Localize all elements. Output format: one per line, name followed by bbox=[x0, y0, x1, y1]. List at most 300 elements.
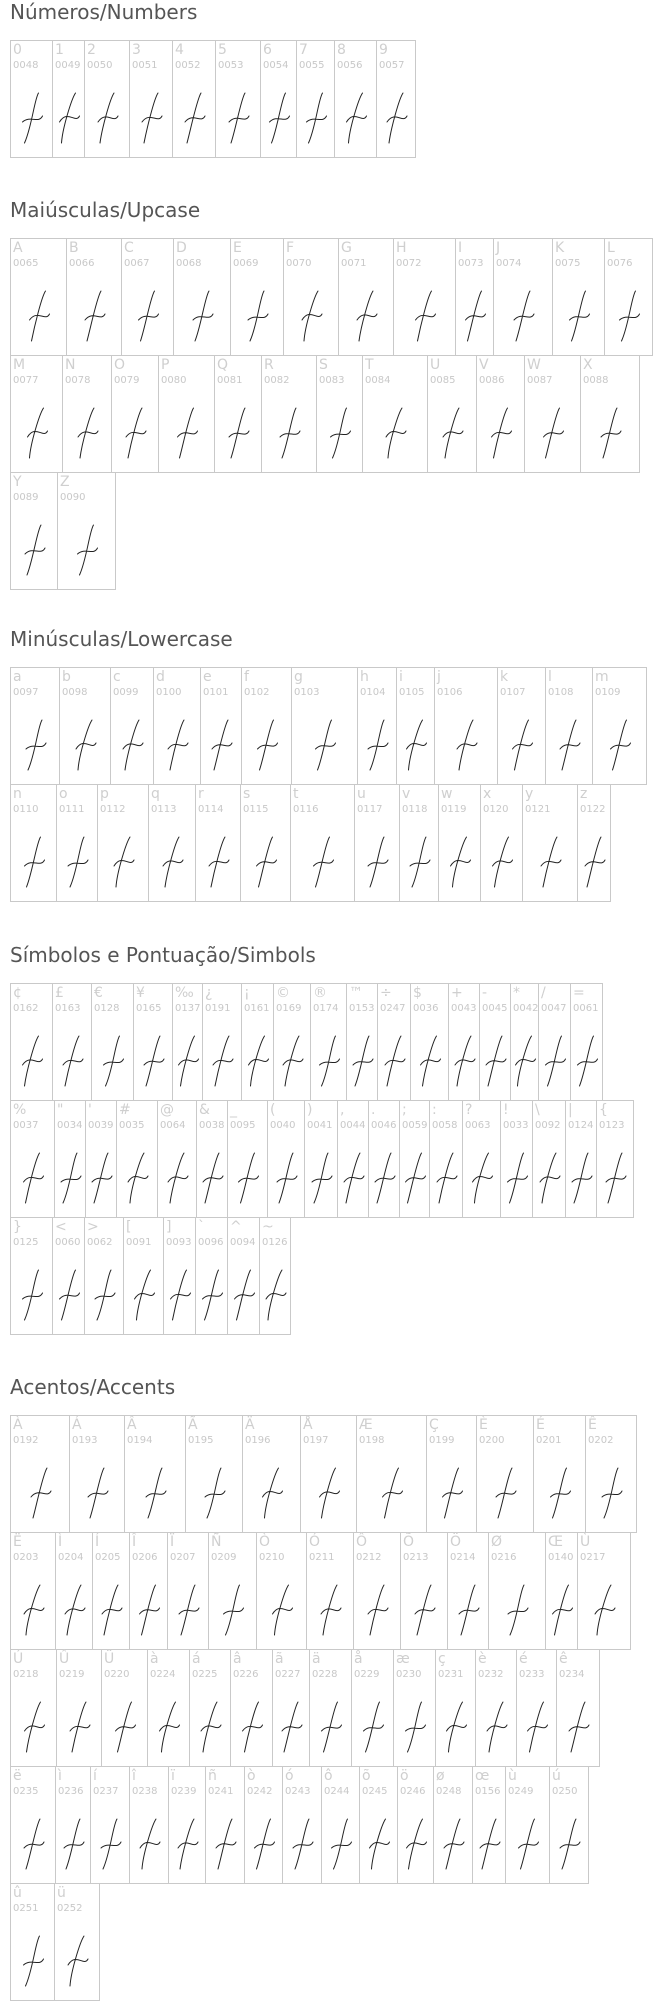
glyph-code: 0162 bbox=[13, 1003, 39, 1014]
glyph-character: z bbox=[580, 786, 588, 802]
glyph-sample bbox=[117, 1141, 159, 1215]
glyph-sample bbox=[494, 279, 554, 353]
glyph-character: k bbox=[500, 669, 509, 685]
glyph-code: 0191 bbox=[205, 1003, 231, 1014]
glyph-sample bbox=[511, 1024, 540, 1098]
glyph-cell bbox=[195, 1217, 228, 1335]
glyph-character: U bbox=[430, 357, 441, 373]
glyph-cell bbox=[377, 983, 411, 1101]
glyph-cell bbox=[427, 355, 477, 473]
glyph-character: 6 bbox=[263, 42, 272, 58]
glyph-stroke bbox=[283, 1036, 303, 1086]
glyph-character: f bbox=[244, 669, 249, 685]
glyph-cell bbox=[510, 983, 539, 1101]
glyph-stroke bbox=[229, 93, 249, 143]
glyph-stroke bbox=[70, 1702, 90, 1752]
glyph-stroke bbox=[410, 837, 430, 887]
glyph-code: 0124 bbox=[568, 1120, 594, 1131]
glyph-code: 0098 bbox=[62, 687, 88, 698]
glyph-character: Ø bbox=[491, 1534, 503, 1550]
glyph-code: 0038 bbox=[199, 1120, 225, 1131]
glyph-sample bbox=[401, 1573, 449, 1647]
glyph-stroke bbox=[144, 1036, 164, 1086]
glyph-code: 0236 bbox=[58, 1786, 84, 1797]
glyph-character: d bbox=[156, 669, 165, 685]
glyph-cell bbox=[101, 1649, 148, 1767]
glyph-character: t bbox=[293, 786, 299, 802]
glyph-cell bbox=[476, 355, 525, 473]
glyph-cell bbox=[241, 983, 274, 1101]
glyph-cell bbox=[153, 667, 201, 785]
glyph-sample bbox=[477, 1456, 535, 1530]
glyph-character: ¿ bbox=[205, 985, 213, 1001]
glyph-character: J bbox=[496, 240, 501, 256]
glyph-character: Q bbox=[217, 357, 229, 373]
glyph-cell bbox=[167, 1532, 209, 1650]
glyph-character: Ì bbox=[58, 1534, 63, 1550]
glyph-stroke bbox=[486, 1036, 506, 1086]
glyph-stroke bbox=[386, 408, 406, 458]
glyph-stroke bbox=[114, 837, 134, 887]
glyph-stroke bbox=[321, 1585, 341, 1635]
glyph-character: D bbox=[176, 240, 187, 256]
glyph-cell bbox=[580, 355, 640, 473]
glyph-character: ã bbox=[275, 1651, 284, 1667]
glyph-cell bbox=[157, 1100, 197, 1218]
glyph-cell bbox=[10, 1883, 55, 2001]
glyph-sample bbox=[283, 1807, 323, 1881]
glyph-stroke bbox=[185, 93, 205, 143]
glyph-stroke bbox=[487, 1702, 507, 1752]
glyph-sample bbox=[605, 279, 654, 353]
glyph-character: H bbox=[396, 240, 407, 256]
glyph-cell bbox=[585, 1415, 637, 1533]
glyph-stroke bbox=[620, 291, 640, 341]
glyph-sample bbox=[242, 1024, 275, 1098]
glyph-code: 0081 bbox=[217, 375, 243, 386]
glyph-cell bbox=[92, 1532, 130, 1650]
glyph-character: ä bbox=[312, 1651, 321, 1667]
glyph-stroke bbox=[466, 291, 486, 341]
glyph-cell bbox=[147, 1649, 190, 1767]
glyph-cell bbox=[300, 1415, 357, 1533]
glyph-grid bbox=[10, 983, 661, 1334]
glyph-cell bbox=[505, 1766, 550, 1884]
glyph-character: | bbox=[568, 1102, 573, 1118]
glyph-cell bbox=[472, 1766, 506, 1884]
glyph-cell bbox=[52, 1217, 85, 1335]
glyph-stroke bbox=[201, 1702, 221, 1752]
glyph-cell bbox=[290, 784, 355, 902]
glyph-cell bbox=[399, 1100, 430, 1218]
glyph-sample bbox=[98, 825, 150, 899]
glyph-cell bbox=[488, 1532, 546, 1650]
glyph-stroke bbox=[60, 93, 80, 143]
glyph-code: 0153 bbox=[349, 1003, 375, 1014]
glyph-stroke bbox=[98, 93, 118, 143]
glyph-cell bbox=[84, 40, 130, 158]
glyph-code: 0243 bbox=[285, 1786, 311, 1797]
glyph-cell bbox=[338, 238, 394, 356]
glyph-code: 0233 bbox=[519, 1669, 545, 1680]
glyph-code: 0097 bbox=[13, 687, 39, 698]
glyph-stroke bbox=[249, 1036, 269, 1086]
glyph-cell bbox=[310, 983, 347, 1101]
glyph-cell bbox=[163, 1217, 196, 1335]
glyph-stroke bbox=[23, 1270, 43, 1320]
glyph-character: Ü bbox=[104, 1651, 115, 1667]
glyph-character: = bbox=[573, 985, 585, 1001]
glyph-code: 0122 bbox=[580, 804, 606, 815]
glyph-cell bbox=[256, 1532, 307, 1650]
glyph-stroke bbox=[25, 1702, 45, 1752]
glyph-cell bbox=[480, 784, 523, 902]
glyph-sample bbox=[56, 1807, 92, 1881]
glyph-character: ö bbox=[400, 1768, 409, 1784]
glyph-sample bbox=[261, 81, 298, 155]
glyph-character: F bbox=[286, 240, 295, 256]
glyph-cell bbox=[476, 1415, 534, 1533]
glyph-code: 0217 bbox=[580, 1552, 606, 1563]
glyph-cell bbox=[316, 355, 363, 473]
glyph-sample bbox=[400, 825, 440, 899]
glyph-sample bbox=[11, 708, 61, 782]
glyph-stroke bbox=[601, 408, 621, 458]
glyph-stroke bbox=[243, 1702, 263, 1752]
glyph-stroke bbox=[492, 408, 512, 458]
glyph-character: ` bbox=[198, 1219, 205, 1235]
glyph-cell bbox=[90, 1766, 130, 1884]
glyph-cell bbox=[533, 1415, 586, 1533]
glyph-cell bbox=[304, 1100, 338, 1218]
glyph-stroke bbox=[519, 1819, 539, 1869]
glyph-cell bbox=[334, 40, 377, 158]
glyph-character: ù bbox=[508, 1768, 517, 1784]
glyph-code: 0034 bbox=[57, 1120, 83, 1131]
glyph-stroke bbox=[277, 1153, 297, 1203]
glyph-grid bbox=[10, 1415, 661, 2000]
glyph-character: ï bbox=[171, 1768, 175, 1784]
glyph-stroke bbox=[407, 1819, 427, 1869]
glyph-code: 0041 bbox=[307, 1120, 333, 1131]
glyph-character: T bbox=[365, 357, 374, 373]
glyph-code: 0048 bbox=[13, 60, 39, 71]
glyph-code: 0249 bbox=[508, 1786, 534, 1797]
glyph-code: 0063 bbox=[465, 1120, 491, 1131]
glyph-sample bbox=[85, 1258, 125, 1332]
glyph-stroke bbox=[76, 720, 96, 770]
glyph-cell bbox=[55, 1766, 91, 1884]
glyph-cell bbox=[448, 983, 480, 1101]
glyph-cell bbox=[10, 1532, 56, 1650]
glyph-character: + bbox=[451, 985, 463, 1001]
glyph-stroke bbox=[116, 1702, 136, 1752]
glyph-character: 9 bbox=[379, 42, 388, 58]
glyph-sample bbox=[434, 1807, 474, 1881]
glyph-code: 0094 bbox=[230, 1237, 256, 1248]
glyph-code: 0242 bbox=[247, 1786, 273, 1797]
glyph-stroke bbox=[553, 1585, 573, 1635]
glyph-cell bbox=[291, 667, 358, 785]
glyph-character: n bbox=[13, 786, 22, 802]
glyph-sample bbox=[517, 1690, 558, 1764]
glyph-code: 0206 bbox=[132, 1552, 158, 1563]
glyph-character: u bbox=[357, 786, 366, 802]
glyph-stroke bbox=[368, 837, 388, 887]
glyph-cell bbox=[556, 1649, 600, 1767]
glyph-sample bbox=[311, 1024, 348, 1098]
glyph-sample bbox=[597, 1141, 635, 1215]
glyph-sample bbox=[11, 1141, 56, 1215]
glyph-code: 0212 bbox=[356, 1552, 382, 1563]
glyph-sample bbox=[310, 1690, 353, 1764]
glyph-character: C bbox=[124, 240, 134, 256]
glyph-code: 0052 bbox=[175, 60, 201, 71]
glyph-sample bbox=[111, 708, 155, 782]
glyph-cell bbox=[493, 238, 553, 356]
glyph-sample bbox=[305, 1141, 339, 1215]
glyph-cell bbox=[10, 1100, 55, 1218]
glyph-stroke bbox=[203, 1270, 223, 1320]
glyph-sample bbox=[335, 81, 378, 155]
glyph-character: Ç bbox=[429, 1417, 439, 1433]
glyph-cell bbox=[272, 1649, 310, 1767]
glyph-stroke bbox=[451, 837, 471, 887]
glyph-stroke bbox=[168, 720, 188, 770]
glyph-character: Å bbox=[303, 1417, 313, 1433]
glyph-sample bbox=[86, 1141, 118, 1215]
glyph-character: Ú bbox=[13, 1651, 24, 1667]
glyph-code: 0062 bbox=[87, 1237, 113, 1248]
glyph-stroke bbox=[540, 1153, 560, 1203]
glyph-code: 0075 bbox=[555, 258, 581, 269]
glyph-stroke bbox=[146, 1468, 166, 1518]
glyph-code: 0218 bbox=[13, 1669, 39, 1680]
glyph-code: 0117 bbox=[357, 804, 383, 815]
glyph-character: \ bbox=[535, 1102, 540, 1118]
glyph-character: â bbox=[233, 1651, 242, 1667]
glyph-sample bbox=[463, 1141, 502, 1215]
glyph-character: £ bbox=[55, 985, 64, 1001]
glyph-sample bbox=[174, 279, 232, 353]
glyph-stroke bbox=[416, 291, 436, 341]
glyph-character: Ù bbox=[580, 1534, 591, 1550]
glyph-code: 0079 bbox=[114, 375, 140, 386]
glyph-cell bbox=[368, 1100, 400, 1218]
glyph-cell bbox=[309, 1649, 352, 1767]
glyph-sample bbox=[11, 513, 59, 587]
glyph-cell bbox=[522, 784, 578, 902]
glyph-sample bbox=[201, 708, 243, 782]
glyph-code: 0080 bbox=[161, 375, 187, 386]
glyph-code: 0107 bbox=[500, 687, 526, 698]
glyph-character: o bbox=[59, 786, 68, 802]
glyph-cell bbox=[66, 238, 122, 356]
glyph-cell bbox=[362, 355, 428, 473]
glyph-cell bbox=[69, 1415, 125, 1533]
glyph-code: 0251 bbox=[13, 1903, 39, 1914]
section-numbers bbox=[10, 0, 415, 157]
glyph-sample bbox=[284, 279, 340, 353]
glyph-cell bbox=[426, 1415, 477, 1533]
glyph-sample bbox=[268, 1141, 306, 1215]
glyph-character: Ä bbox=[245, 1417, 255, 1433]
glyph-code: 0245 bbox=[362, 1786, 388, 1797]
section-lowercase bbox=[10, 627, 661, 901]
glyph-character: à bbox=[150, 1651, 159, 1667]
glyph-code: 0252 bbox=[57, 1903, 83, 1914]
glyph-sample bbox=[92, 1024, 135, 1098]
glyph-sample bbox=[347, 1024, 379, 1098]
glyph-character: g bbox=[294, 669, 303, 685]
glyph-cell bbox=[173, 238, 231, 356]
glyph-code: 0108 bbox=[548, 687, 574, 698]
glyph-cell bbox=[123, 1217, 164, 1335]
glyph-cell bbox=[577, 1532, 631, 1650]
section-title: Minúsculas/Lowercase bbox=[10, 627, 233, 651]
glyph-code: 0165 bbox=[136, 1003, 162, 1014]
glyph-cell bbox=[227, 1100, 268, 1218]
glyph-cell bbox=[116, 1100, 158, 1218]
glyph-character: ñ bbox=[208, 1768, 217, 1784]
glyph-character: y bbox=[525, 786, 534, 802]
glyph-stroke bbox=[229, 408, 249, 458]
glyph-sample bbox=[124, 1258, 165, 1332]
glyph-cell bbox=[351, 1649, 394, 1767]
glyph-code: 0054 bbox=[263, 60, 289, 71]
glyph-stroke bbox=[595, 1585, 615, 1635]
glyph-stroke bbox=[332, 1819, 352, 1869]
glyph-sample bbox=[550, 1807, 590, 1881]
glyph-code: 0213 bbox=[403, 1552, 429, 1563]
glyph-code: 0056 bbox=[337, 60, 363, 71]
glyph-code: 0198 bbox=[359, 1435, 385, 1446]
glyph-code: 0203 bbox=[13, 1552, 39, 1563]
glyph-stroke bbox=[551, 1468, 571, 1518]
glyph-sample bbox=[439, 825, 482, 899]
glyph-cell bbox=[54, 1883, 100, 2001]
glyph-stroke bbox=[24, 1585, 44, 1635]
glyph-code: 0246 bbox=[400, 1786, 426, 1797]
glyph-cell bbox=[267, 1100, 305, 1218]
glyph-code: 0053 bbox=[218, 60, 244, 71]
glyph-cell bbox=[353, 1532, 401, 1650]
glyph-stroke bbox=[128, 1153, 148, 1203]
glyph-cell bbox=[261, 355, 317, 473]
glyph-sample bbox=[228, 1141, 269, 1215]
glyph-character: & bbox=[199, 1102, 210, 1118]
glyph-cell bbox=[242, 1415, 301, 1533]
glyph-sample bbox=[262, 396, 318, 470]
glyph-cell bbox=[393, 238, 456, 356]
glyph-sample bbox=[435, 708, 499, 782]
glyph-stroke bbox=[193, 291, 213, 341]
glyph-sample bbox=[297, 81, 336, 155]
glyph-cell bbox=[259, 1217, 291, 1335]
glyph-code: 0244 bbox=[324, 1786, 350, 1797]
glyph-stroke bbox=[68, 837, 88, 887]
glyph-cell bbox=[91, 983, 134, 1101]
glyph-cell bbox=[354, 784, 400, 902]
glyph-sample bbox=[158, 1141, 198, 1215]
glyph-code: 0111 bbox=[59, 804, 85, 815]
glyph-sample bbox=[477, 396, 526, 470]
glyph-cell bbox=[230, 1649, 273, 1767]
glyph-sample bbox=[257, 1573, 308, 1647]
glyph-sample bbox=[231, 1690, 274, 1764]
glyph-code: 0099 bbox=[113, 687, 139, 698]
glyph-code: 0230 bbox=[396, 1669, 422, 1680]
glyph-cell bbox=[57, 472, 116, 590]
glyph-code: 0046 bbox=[371, 1120, 397, 1131]
glyph-character: j bbox=[437, 669, 441, 685]
glyph-cell bbox=[10, 983, 53, 1101]
glyph-cell bbox=[185, 1415, 243, 1533]
glyph-stroke bbox=[560, 720, 580, 770]
glyph-sample bbox=[67, 279, 123, 353]
glyph-sample bbox=[122, 279, 175, 353]
glyph-cell bbox=[200, 667, 242, 785]
glyph-code: 0201 bbox=[536, 1435, 562, 1446]
glyph-stroke bbox=[443, 408, 463, 458]
glyph-cell bbox=[10, 472, 58, 590]
glyph-character: m bbox=[595, 669, 609, 685]
glyph-character: X bbox=[583, 357, 593, 373]
glyph-stroke bbox=[78, 408, 98, 458]
glyph-code: 0225 bbox=[192, 1669, 218, 1680]
glyph-code: 0235 bbox=[13, 1786, 39, 1797]
glyph-cell bbox=[435, 1649, 476, 1767]
glyph-character: É bbox=[536, 1417, 545, 1433]
glyph-character: Í bbox=[95, 1534, 100, 1550]
glyph-character: ! bbox=[503, 1102, 509, 1118]
glyph-cell bbox=[524, 355, 581, 473]
glyph-stroke bbox=[316, 720, 336, 770]
glyph-code: 0237 bbox=[93, 1786, 119, 1797]
glyph-stroke bbox=[85, 291, 105, 341]
glyph-cell bbox=[296, 40, 335, 158]
glyph-sample bbox=[173, 1024, 204, 1098]
section-title: Símbolos e Pontuação/Simbols bbox=[10, 943, 316, 967]
glyph-code: 0116 bbox=[293, 804, 319, 815]
glyph-cell bbox=[283, 238, 339, 356]
glyph-character: ( bbox=[270, 1102, 276, 1118]
glyph-character: B bbox=[69, 240, 79, 256]
glyph-code: 0219 bbox=[59, 1669, 85, 1680]
glyph-character: ó bbox=[285, 1768, 294, 1784]
glyph-grid bbox=[10, 667, 661, 901]
glyph-stroke bbox=[415, 1585, 435, 1635]
glyph-character: Ó bbox=[309, 1534, 321, 1550]
glyph-stroke bbox=[606, 1153, 626, 1203]
glyph-sample bbox=[169, 1807, 207, 1881]
glyph-stroke bbox=[255, 1819, 275, 1869]
glyph-stroke bbox=[95, 1270, 115, 1320]
glyph-character: Ô bbox=[356, 1534, 368, 1550]
glyph-cell bbox=[516, 1649, 557, 1767]
glyph-sample bbox=[501, 1141, 534, 1215]
glyph-cell bbox=[196, 1100, 228, 1218]
glyph-character: Ã bbox=[188, 1417, 198, 1433]
glyph-stroke bbox=[447, 1702, 467, 1752]
glyph-sample bbox=[498, 708, 547, 782]
glyph-code: 0205 bbox=[95, 1552, 121, 1563]
glyph-sample bbox=[125, 1456, 187, 1530]
glyph-character: ü bbox=[57, 1885, 66, 1901]
glyph-stroke bbox=[63, 1036, 83, 1086]
glyph-code: 0074 bbox=[496, 258, 522, 269]
glyph-stroke bbox=[585, 837, 605, 887]
